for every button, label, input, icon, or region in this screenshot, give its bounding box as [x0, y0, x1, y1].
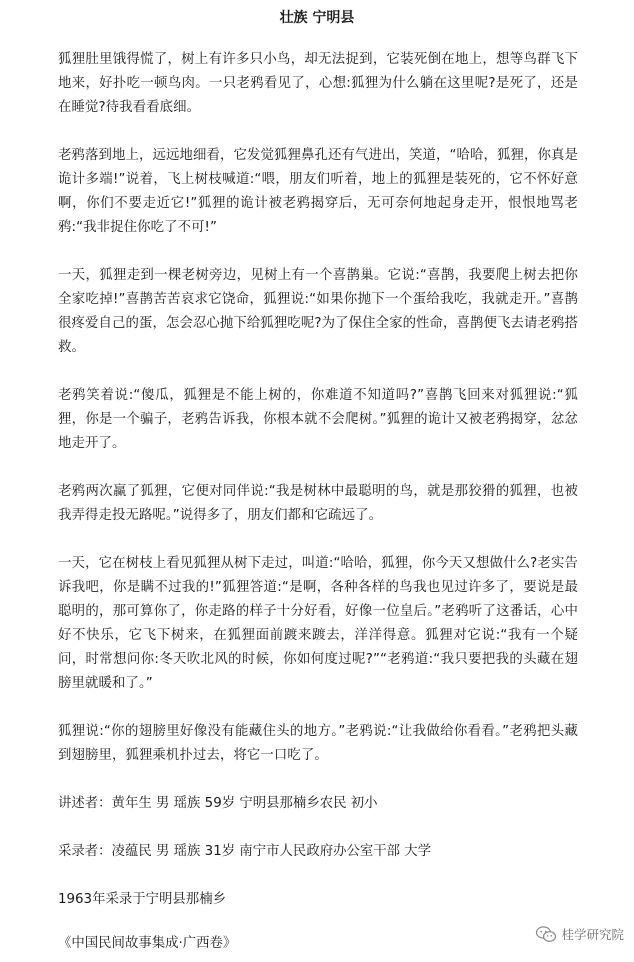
story-paragraph-4: 老鸦笑着说:“傻瓜，狐狸是不能上树的，你难道不知道吗?”喜鹊飞回来对狐狸说:“狐狸，你是一个骗子，老鸦告诉我，你根本就不会爬树。”狐狸的诡计又被老鸦揭穿，忿忿地走开了。 [58, 388, 578, 451]
story-paragraph-2: 老鸦落到地上，远远地细看，它发觉狐狸鼻孔还有气进出，笑道，“哈哈，狐狸，你真是诡计多端!”说着，飞上树枝喊道:“喂，朋友们听着，地上的狐狸是装死的，它不怀好意啊，你们不要走近它!”狐狸的诡计被老鸦揭穿后，无可奈何地起身走开，恨恨地骂老鸦:“我非捉住你吃了不可!” [58, 148, 578, 235]
watermark-text: 桂学研究院 [561, 927, 624, 942]
wechat-icon [535, 925, 557, 943]
document-title: 壮族 宁明县 [279, 10, 355, 26]
recorder-info: 采录者：凌蕴民 男 瑶族 31岁 南宁市人民政府办公室干部 大学 [58, 844, 432, 859]
narrator-info: 讲述者：黄年生 男 瑶族 59岁 宁明县那楠乡农民 初小 [58, 796, 378, 811]
story-paragraph-1: 狐狸肚里饿得慌了，树上有许多只小鸟，却无法捉到，它装死倒在地上，想等鸟群飞下地来，好扑吃一顿鸟肉。一只老鸦看见了，心想:狐狸为什么躺在这里呢?是死了，还是在睡觉?待我看看底细。 [58, 52, 578, 115]
story-body [58, 48, 578, 956]
record-note: 1963年采录于宁明县那楠乡 [58, 892, 226, 907]
story-paragraph-7: 狐狸说:“你的翅膀里好像没有能藏住头的地方。”老鸦说:“让我做给你看看。”老鸦把头藏到翅膀里，狐狸乘机扑过去，将它一口吃了。 [58, 724, 578, 763]
story-paragraph-6: 一天，它在树枝上看见狐狸从树下走过，叫道:“哈哈，狐狸，你今天又想做什么?老实告诉我吧，你是瞒不过我的!”狐狸答道:“是啊，各种各样的鸟我也见过许多了，要说是最聪明的，那可算你了，你走路的样子十分好看，好像一位皇后。”老鸦听了这番话，心中好不快乐，它飞下树来，在狐狸面前踱来踱去，洋洋得意。狐狸对它说:“我有一个疑问，时常想问你:冬天吹北风的时候，你如何度过呢?”“老鸦道:“我只要把我的头藏在翅膀里就暖和了。” [58, 556, 578, 691]
source-citation: 《中国民间故事集成·广西卷》 [58, 936, 237, 951]
story-paragraph-3: 一天，狐狸走到一棵老树旁边，见树上有一个喜鹊巢。它说:“喜鹊，我要爬上树去把你全家吃掉!”喜鹊苦苦哀求它饶命，狐狸说:“如果你抛下一个蛋给我吃，我就走开。”喜鹊很疼爱自己的蛋，怎会忍心抛下给狐狸吃呢?为了保住全家的性命，喜鹊便飞去请老鸦搭救。 [58, 268, 578, 355]
watermark [535, 922, 624, 946]
story-paragraph-5: 老鸦两次赢了狐狸，它便对同伴说:“我是树林中最聪明的鸟，就是那狡猾的狐狸，也被我弄得走投无路呢。”说得多了，朋友们都和它疏远了。 [58, 484, 578, 523]
